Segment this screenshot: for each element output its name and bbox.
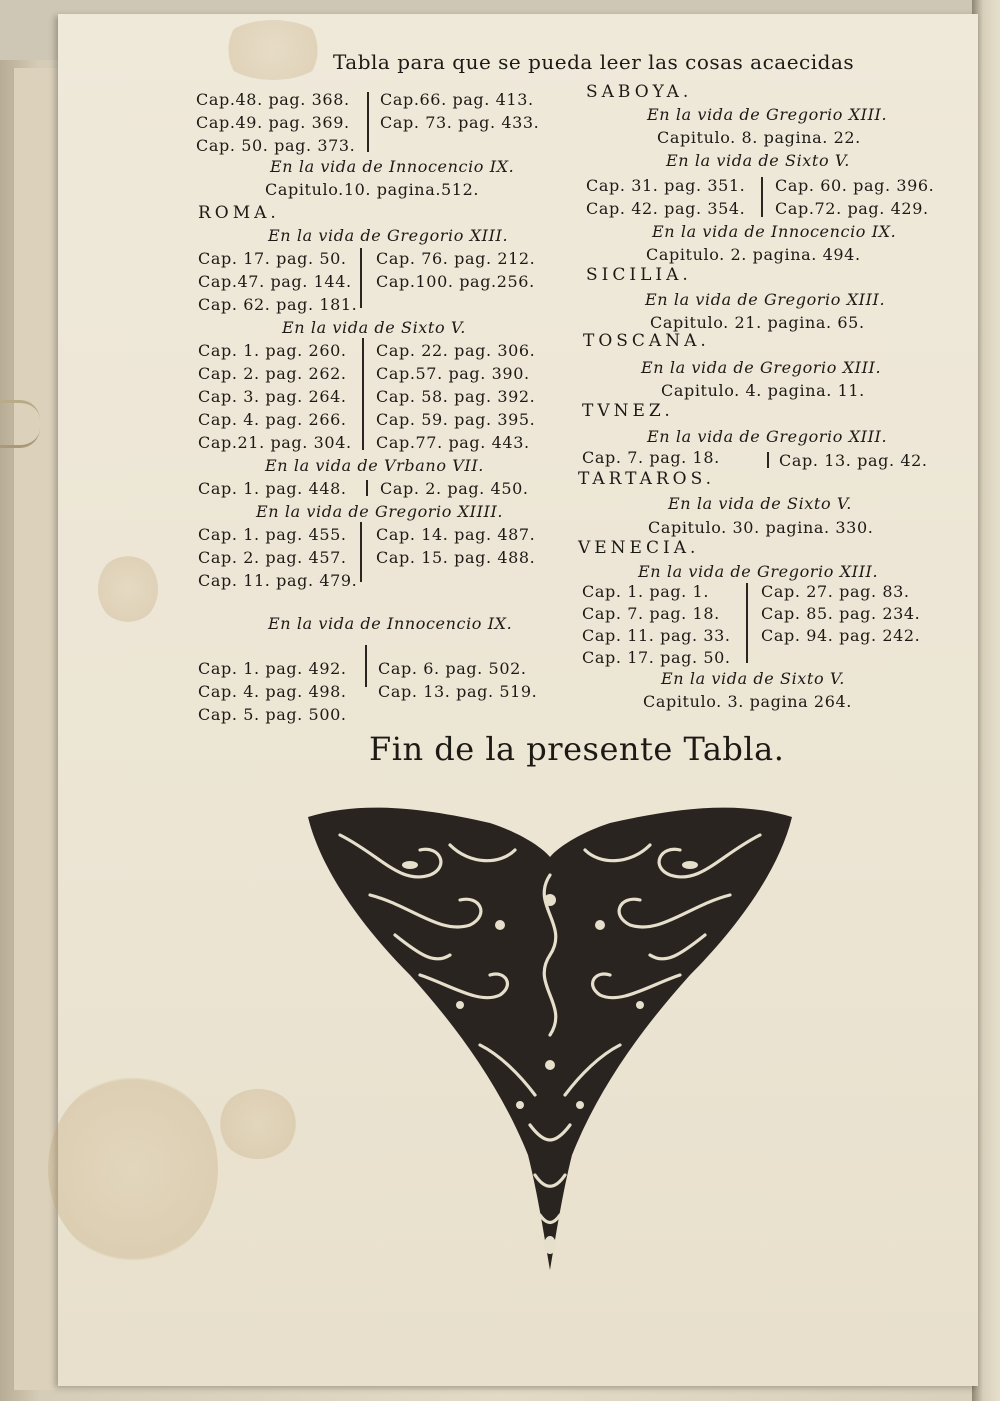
entry: Cap.77. pag. 443. xyxy=(376,433,530,452)
entry: Cap. 17. pag. 50. xyxy=(582,648,731,667)
section-subheading: En la vida de Innocencio IX. xyxy=(270,157,515,176)
section-subheading: En la vida de Gregorio XIII. xyxy=(641,358,882,377)
section-heading-toscana: TOSCANA. xyxy=(583,331,710,351)
section-heading-saboya: SABOYA. xyxy=(586,82,693,102)
entry: Cap.72. pag. 429. xyxy=(775,199,929,218)
entry: Capitulo. 21. pagina. 65. xyxy=(650,313,865,332)
entry: Cap. 1. pag. 448. xyxy=(198,479,347,498)
section-subheading: En la vida de Sixto V. xyxy=(282,318,466,337)
entry: Cap. 60. pag. 396. xyxy=(775,176,935,195)
entry: Cap. 31. pag. 351. xyxy=(586,176,746,195)
section-subheading: En la vida de Gregorio XIII. xyxy=(268,226,509,245)
entry: Cap. 15. pag. 488. xyxy=(376,548,536,567)
section-subheading: En la vida de Innocencio IX. xyxy=(652,222,897,241)
entry: Cap.57. pag. 390. xyxy=(376,364,530,383)
entry: Cap. 14. pag. 487. xyxy=(376,525,536,544)
section-heading-roma: ROMA. xyxy=(198,203,280,223)
water-stain xyxy=(218,1089,298,1159)
water-stain xyxy=(98,554,158,624)
entry: Cap. 4. pag. 266. xyxy=(198,410,347,429)
entry: Cap. 7. pag. 18. xyxy=(582,448,720,467)
column-divider xyxy=(362,338,364,450)
entry: Cap. 2. pag. 262. xyxy=(198,364,347,383)
entry: Cap. 1. pag. 492. xyxy=(198,659,347,678)
entry: Cap. 1. pag. 455. xyxy=(198,525,347,544)
entry: Cap.66. pag. 413. xyxy=(380,90,534,109)
entry: Cap. 2. pag. 457. xyxy=(198,548,347,567)
entry: Cap. 13. pag. 519. xyxy=(378,682,538,701)
ornament-tailpiece xyxy=(300,805,800,1275)
section-subheading: En la vida de Sixto V. xyxy=(661,669,845,688)
entry: Cap.48. pag. 368. xyxy=(196,90,350,109)
section-subheading: En la vida de Gregorio XIII. xyxy=(647,427,888,446)
entry: Capitulo. 2. pagina. 494. xyxy=(646,245,861,264)
entry: Cap. 73. pag. 433. xyxy=(380,113,540,132)
entry: Cap. 3. pag. 264. xyxy=(198,387,347,406)
entry: Capitulo. 30. pagina. 330. xyxy=(648,518,874,537)
entry: Cap. 62. pag. 181. xyxy=(198,295,358,314)
entry: Cap. 11. pag. 33. xyxy=(582,626,731,645)
water-stain xyxy=(48,1074,218,1264)
section-subheading: En la vida de Sixto V. xyxy=(666,151,850,170)
section-heading-tartaros: TARTAROS. xyxy=(578,469,716,489)
entry: Cap. 17. pag. 50. xyxy=(198,249,347,268)
entry: Cap. 1. pag. 1. xyxy=(582,582,710,601)
section-subheading: En la vida de Gregorio XIII. xyxy=(647,105,888,124)
section-subheading: En la vida de Gregorio XIII. xyxy=(638,562,879,581)
entry: Cap.47. pag. 144. xyxy=(198,272,352,291)
section-subheading: En la vida de Vrbano VII. xyxy=(265,456,484,475)
entry: Cap. 27. pag. 83. xyxy=(761,582,910,601)
entry: Capitulo.10. pagina.512. xyxy=(265,180,480,199)
entry: Capitulo. 3. pagina 264. xyxy=(643,692,852,711)
entry: Cap. 76. pag. 212. xyxy=(376,249,536,268)
entry: Cap. 7. pag. 18. xyxy=(582,604,720,623)
entry: Cap. 6. pag. 502. xyxy=(378,659,527,678)
entry: Cap. 85. pag. 234. xyxy=(761,604,921,623)
entry: Capitulo. 8. pagina. 22. xyxy=(657,128,861,147)
column-divider xyxy=(360,522,362,582)
entry: Cap.49. pag. 369. xyxy=(196,113,350,132)
section-subheading: En la vida de Gregorio XIIII. xyxy=(256,502,504,521)
entry: Capitulo. 4. pagina. 11. xyxy=(661,381,865,400)
entry: Cap.21. pag. 304. xyxy=(198,433,352,452)
column-divider xyxy=(366,480,368,496)
column-divider xyxy=(746,583,748,663)
entry: Cap.100. pag.256. xyxy=(376,272,535,291)
section-heading-tunez: TVNEZ. xyxy=(582,401,674,421)
column-divider xyxy=(365,645,367,687)
column-divider xyxy=(767,452,769,468)
section-subheading: En la vida de Innocencio IX. xyxy=(268,614,513,633)
column-divider xyxy=(367,92,369,152)
entry: Cap. 42. pag. 354. xyxy=(586,199,746,218)
section-subheading: En la vida de Sixto V. xyxy=(668,494,852,513)
entry: Cap. 58. pag. 392. xyxy=(376,387,536,406)
entry: Cap. 11. pag. 479. xyxy=(198,571,358,590)
water-stain xyxy=(218,20,328,80)
entry: Cap. 1. pag. 260. xyxy=(198,341,347,360)
closing-line: Fin de la presente Tabla. xyxy=(369,730,785,768)
section-subheading: En la vida de Gregorio XIII. xyxy=(645,290,886,309)
page-header: Tabla para que se pueda leer las cosas acaecidas xyxy=(333,50,855,74)
entry: Cap. 59. pag. 395. xyxy=(376,410,536,429)
entry: Cap. 2. pag. 450. xyxy=(380,479,529,498)
entry: Cap. 22. pag. 306. xyxy=(376,341,536,360)
section-heading-venecia: VENECIA. xyxy=(578,538,700,558)
column-divider xyxy=(761,177,763,217)
binding-string xyxy=(0,400,40,448)
entry: Cap. 5. pag. 500. xyxy=(198,705,347,724)
entry: Cap. 4. pag. 498. xyxy=(198,682,347,701)
entry: Cap. 94. pag. 242. xyxy=(761,626,921,645)
column-divider xyxy=(360,248,362,308)
section-heading-sicilia: SICILIA. xyxy=(586,265,692,285)
entry: Cap. 50. pag. 373. xyxy=(196,136,356,155)
entry: Cap. 13. pag. 42. xyxy=(779,451,928,470)
